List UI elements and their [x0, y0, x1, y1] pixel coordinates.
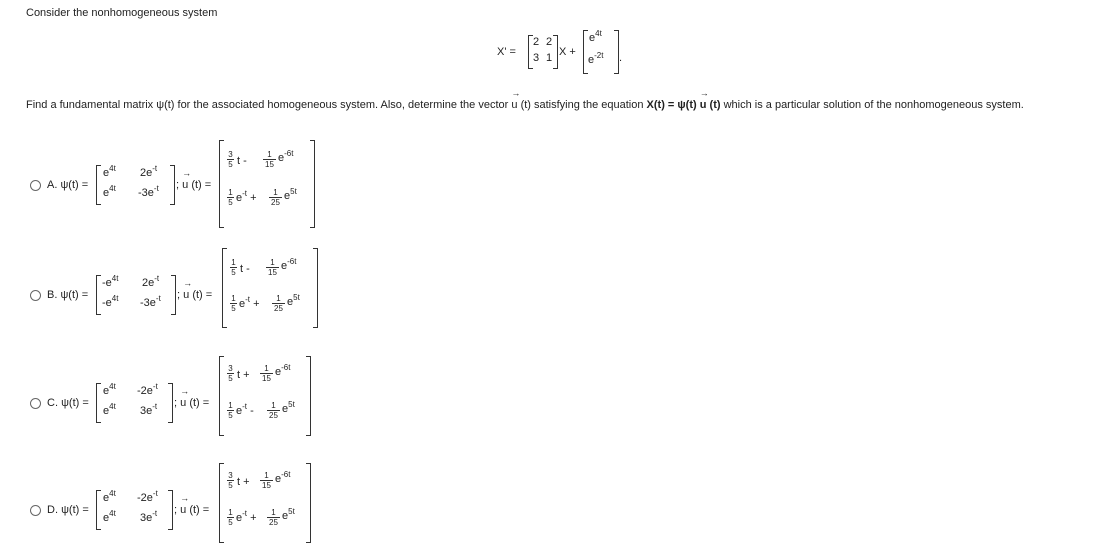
- option-label: [47, 289, 88, 301]
- psi-matrix-d: [96, 490, 173, 530]
- u-row1-tail: $e^{-6t}$: [278, 149, 294, 164]
- u-row2-tail: $e^{5t}$: [287, 293, 300, 308]
- numerator: 1: [271, 508, 276, 517]
- option-letter: B.: [47, 289, 58, 301]
- u-label-text: (t) =: [192, 289, 213, 301]
- prompt-text: Consider the nonhomogeneous system: [26, 7, 218, 19]
- forcing-entry-1: $e^{4t}$: [589, 29, 602, 44]
- denominator: 25: [267, 517, 280, 527]
- option-label: [47, 397, 89, 409]
- u-row1-mid: t +: [237, 369, 250, 381]
- psi-matrix-b: [96, 275, 176, 315]
- u-vector-symbol-2: [700, 99, 707, 111]
- denominator: 15: [263, 159, 276, 169]
- numerator: 3: [228, 150, 233, 159]
- fraction: [267, 508, 280, 527]
- psi-label: ψ(t) =: [60, 179, 89, 191]
- u-symbol-2: u: [699, 99, 707, 111]
- radio-option-d[interactable]: [30, 505, 41, 516]
- psi-label: ψ(t) =: [61, 397, 89, 409]
- numerator: 1: [228, 188, 233, 197]
- psi-matrix-c: [96, 383, 173, 423]
- fraction: [230, 258, 237, 277]
- psi-matrix-a: [96, 165, 175, 205]
- u-row1-mid: t -: [240, 263, 250, 275]
- forcing-vector: [583, 30, 619, 74]
- fraction: [260, 364, 273, 383]
- numerator: 1: [276, 294, 281, 303]
- psi-label: ψ(t) =: [61, 504, 89, 516]
- denominator: 15: [260, 373, 273, 383]
- psi-cell: $-3e^{-t}$: [140, 294, 161, 309]
- u-label-text: (t) =: [189, 397, 210, 409]
- u-row2-mid: $e^{-t}$ +: [239, 295, 260, 310]
- psi-cell: $-e^{4t}$: [102, 274, 119, 289]
- denominator: 5: [231, 304, 236, 313]
- denominator: 5: [231, 268, 236, 277]
- u-vector-symbol: [511, 99, 517, 111]
- system-lhs: X' =: [497, 46, 516, 58]
- u-label-d: ; → u (t) =: [174, 504, 209, 516]
- fraction: [267, 401, 280, 420]
- option-label: [47, 504, 89, 516]
- psi-label: ψ(t) =: [60, 289, 89, 301]
- psi-cell: $e^{4t}$: [103, 382, 116, 397]
- u-arrow: → u: [180, 397, 186, 409]
- psi-cell: $e^{4t}$: [103, 489, 116, 504]
- u-label-c: ; → u (t) =: [174, 397, 209, 409]
- numerator: 1: [231, 294, 236, 303]
- u-row1-mid: t -: [237, 155, 247, 167]
- numerator: 1: [228, 508, 233, 517]
- denominator: 15: [266, 267, 279, 277]
- numerator: 1: [267, 150, 272, 159]
- denominator: 25: [267, 410, 280, 420]
- numerator: 1: [270, 258, 275, 267]
- u-label-text: (t) =: [189, 504, 210, 516]
- u-arrow: → u: [182, 179, 188, 191]
- psi-cell: $-3e^{-t}$: [138, 184, 159, 199]
- u-row1-tail: $e^{-6t}$: [281, 257, 297, 272]
- matrix-cell: 1: [546, 52, 553, 64]
- option-letter: A.: [47, 179, 58, 191]
- denominator: 5: [228, 198, 233, 207]
- denominator: 5: [228, 411, 233, 420]
- u-row2-tail: $e^{5t}$: [284, 187, 297, 202]
- u-row1-mid: t +: [237, 476, 250, 488]
- u-vector-d: [219, 463, 311, 543]
- u-row2-mid: $e^{-t}$ -: [236, 402, 254, 417]
- u-row2-tail: $e^{5t}$: [282, 400, 295, 415]
- psi-cell: $e^{4t}$: [103, 184, 116, 199]
- numerator: 1: [271, 401, 276, 410]
- denominator: 25: [272, 303, 285, 313]
- u-row1-tail: $e^{-6t}$: [275, 363, 291, 378]
- denominator: 5: [228, 518, 233, 527]
- u-label-b: ; → u (t) =: [177, 289, 212, 301]
- fraction: [272, 294, 285, 313]
- fraction: [269, 188, 282, 207]
- u-label-a: ; → u (t) =: [176, 179, 211, 191]
- question-text: [26, 99, 1024, 111]
- system-period: .: [619, 52, 623, 64]
- psi-cell: $2e^{-t}$: [140, 164, 158, 179]
- numerator: 1: [231, 258, 236, 267]
- fraction: [230, 294, 237, 313]
- denominator: 5: [228, 160, 233, 169]
- matrix-cell: 2: [533, 36, 540, 48]
- question-part2: (t) satisfying the equation: [520, 99, 644, 111]
- numerator: 1: [228, 401, 233, 410]
- psi-cell: $-e^{4t}$: [102, 294, 119, 309]
- numerator: 1: [264, 471, 269, 480]
- numerator: 1: [273, 188, 278, 197]
- question-part3: which is a particular solution of the nonhomogeneous system.: [723, 99, 1024, 111]
- fraction: [227, 150, 234, 169]
- u-label-text: (t) =: [191, 179, 212, 191]
- psi-cell: $3e^{-t}$: [140, 402, 158, 417]
- radio-option-b[interactable]: [30, 290, 41, 301]
- question-equation: X(t) = ψ(t): [646, 99, 697, 111]
- psi-cell: $-2e^{-t}$: [137, 382, 158, 397]
- matrix-cell: 3: [533, 52, 540, 64]
- u-row1-tail: $e^{-6t}$: [275, 470, 291, 485]
- option-label: [47, 179, 88, 191]
- psi-cell: $e^{4t}$: [103, 402, 116, 417]
- option-letter: D.: [47, 504, 58, 516]
- fraction: [227, 188, 234, 207]
- u-vector-b: [222, 248, 318, 328]
- fraction: [227, 508, 234, 527]
- radio-option-a[interactable]: [30, 180, 41, 191]
- numerator: 3: [228, 471, 233, 480]
- denominator: 25: [269, 197, 282, 207]
- u-row2-mid: $e^{-t}$ +: [236, 189, 257, 204]
- system-x-plus: X +: [559, 46, 576, 58]
- fraction: [266, 258, 279, 277]
- u-row2-tail: $e^{5t}$: [282, 507, 295, 522]
- option-letter: C.: [47, 397, 58, 409]
- denominator: 15: [260, 480, 273, 490]
- psi-cell: $2e^{-t}$: [142, 274, 160, 289]
- u-arrow: → u: [183, 289, 189, 301]
- denominator: 5: [228, 481, 233, 490]
- psi-cell: $e^{4t}$: [103, 509, 116, 524]
- denominator: 5: [228, 374, 233, 383]
- fraction: [227, 364, 234, 383]
- u-vector-c: [219, 356, 311, 436]
- psi-cell: $3e^{-t}$: [140, 509, 158, 524]
- numerator: 3: [228, 364, 233, 373]
- fraction: [260, 471, 273, 490]
- numerator: 1: [264, 364, 269, 373]
- matrix-cell: 2: [546, 36, 553, 48]
- u-vector-a: [219, 140, 315, 228]
- coefficient-matrix: [528, 35, 558, 69]
- u-symbol: u: [511, 99, 518, 111]
- fraction: [227, 471, 234, 490]
- psi-cell: $-2e^{-t}$: [137, 489, 158, 504]
- u-arrow: → u: [180, 504, 186, 516]
- question-part1: Find a fundamental matrix ψ(t) for the associated homogeneous system. Also, determine the vector: [26, 99, 509, 111]
- forcing-entry-2: $e^{-2t}$: [588, 51, 604, 66]
- psi-cell: $e^{4t}$: [103, 164, 116, 179]
- question-equation-t: (t): [709, 99, 721, 111]
- u-row2-mid: $e^{-t}$ +: [236, 509, 257, 524]
- fraction: [263, 150, 276, 169]
- radio-option-c[interactable]: [30, 398, 41, 409]
- fraction: [227, 401, 234, 420]
